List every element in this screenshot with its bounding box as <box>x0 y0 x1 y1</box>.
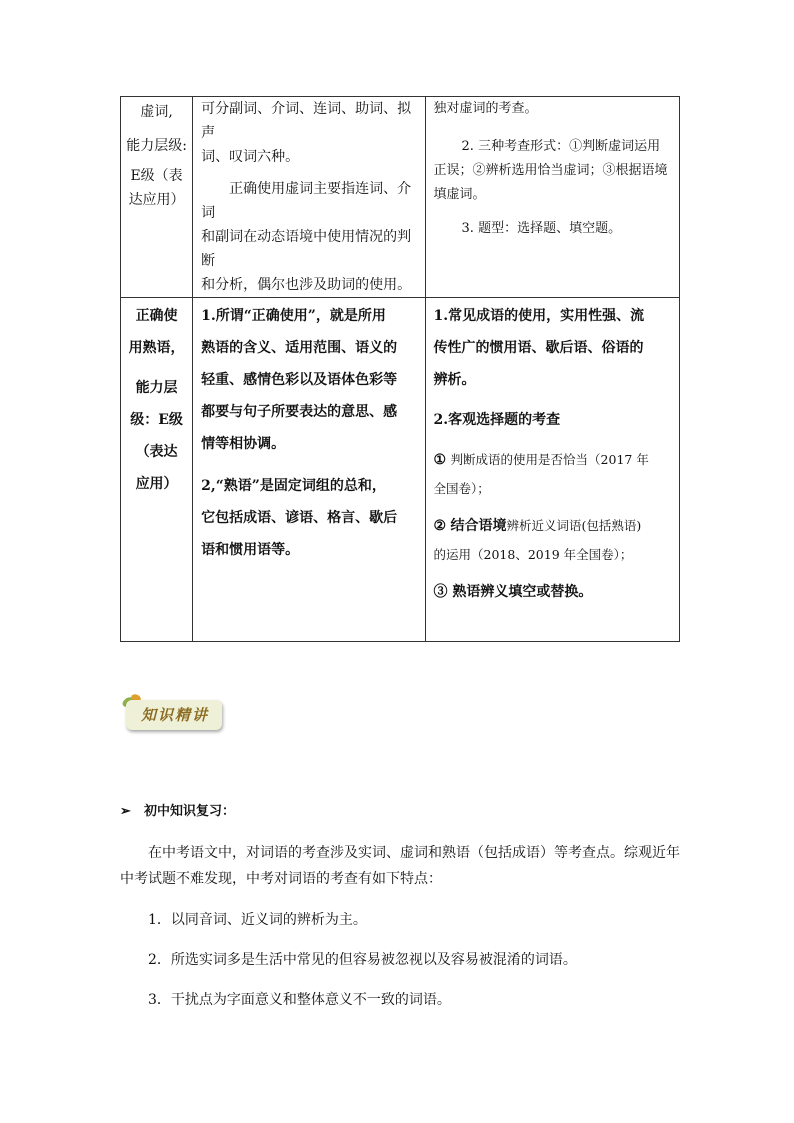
cell-text: 用熟语， <box>128 340 185 356</box>
cell-text: 判断成语的使用是否恰当（2017 年 <box>450 452 649 467</box>
cell-text: 它包括成语、谚语、格言、歇后 <box>201 510 398 526</box>
cell-text: 达应用） <box>128 192 185 208</box>
cell-text: 传性广的惯用语、歇后语、俗语的 <box>433 340 644 356</box>
cell-text: 的运用（2018、2019 年全国卷）； <box>433 547 633 562</box>
knowledge-table <box>120 96 680 642</box>
cell-text: 情等相协调。 <box>201 436 286 452</box>
cell-text: 可分副词、介词、连词、助词、拟声 <box>201 101 412 141</box>
cell-text: 3. 题型：选择题、填空题。 <box>461 221 622 236</box>
cell-text: 虚词, <box>140 104 173 120</box>
cell-text: 语和惯用语等。 <box>201 542 300 558</box>
intro-line: 在中考语文中，对词语的考查涉及实词、虚词和熟语（包括成语）等考查点。综观近年 <box>148 845 680 861</box>
circled-number: ② <box>433 518 447 534</box>
table-cell-content <box>193 298 425 642</box>
cell-text: 轻重、感情色彩以及语体色彩等 <box>201 372 398 388</box>
cell-text: 正确使用虚词主要指连词、介词 <box>201 181 412 221</box>
section-badge <box>120 690 226 736</box>
cell-text: 辨析近义词语(包括熟语) <box>506 518 642 533</box>
cell-text: 填虚词。 <box>433 187 486 202</box>
cell-text: 正确使 <box>135 308 178 324</box>
cell-text: 2,“熟语”是固定词组的总和， <box>201 478 386 494</box>
table-row <box>121 298 680 642</box>
heading-text: 初中知识复习： <box>144 804 236 819</box>
list-item <box>434 576 675 608</box>
cell-text: 都要与句子所要表达的意思、感 <box>201 404 398 420</box>
cell-text: 结合语境 <box>450 518 507 534</box>
cell-text: 和副词在动态语境中使用情况的判断 <box>201 229 412 269</box>
cell-text: 全国卷）； <box>433 481 490 496</box>
cell-text: 和分析，偶尔也涉及助词的使用。 <box>201 277 412 293</box>
section-heading <box>120 800 235 824</box>
cell-text: 能力层级: <box>126 138 187 154</box>
list-item: 1．以同音词、近义词的辨析为主。 <box>148 912 367 928</box>
table-cell-exam <box>425 97 679 298</box>
badge-title: 知识精讲 <box>140 706 209 724</box>
cell-text: （表达 <box>135 444 178 460</box>
arrow-icon: ➢ <box>120 804 131 819</box>
cell-text: 2.客观选择题的考查 <box>433 412 561 428</box>
table-cell-exam <box>425 298 679 642</box>
list-item <box>434 444 675 476</box>
list-item: 2．所选实词多是生活中常见的但容易被忽视以及容易被混淆的词语。 <box>148 952 577 968</box>
table-cell-topic <box>121 97 193 298</box>
circled-number: ① <box>433 452 447 468</box>
cell-text: 1.常见成语的使用，实用性强、流 <box>433 308 645 324</box>
cell-text: 能力层 <box>135 380 178 396</box>
cell-text: 熟语的含义、适用范围、语义的 <box>201 340 398 356</box>
cell-text: 2. 三种考查形式：①判断虚词运用 <box>461 139 661 154</box>
cell-text: 词、叹词六种。 <box>201 149 300 165</box>
intro-line: 中考试题不难发现，中考对词语的考查有如下特点： <box>120 871 442 887</box>
table-cell-content <box>193 97 425 298</box>
cell-text: 应用） <box>135 476 178 492</box>
table-cell-topic <box>121 298 193 642</box>
list-item <box>434 510 675 542</box>
circled-number: ③ <box>433 584 448 600</box>
cell-text: 正误；②辨析选用恰当虚词；③根据语境 <box>433 163 668 178</box>
cell-text: 独对虚词的考查。 <box>433 101 538 116</box>
cell-text: 熟语辨义填空或替换。 <box>452 584 593 600</box>
cell-text: 级：E级 <box>130 412 183 428</box>
cell-text: E级（表 <box>130 168 183 184</box>
cell-text: 1.所谓“正确使用”，就是所用 <box>201 308 386 324</box>
list-item: 3．干扰点为字面意义和整体意义不一致的词语。 <box>148 992 451 1008</box>
table-row <box>121 97 680 298</box>
cell-text: 辨析。 <box>433 372 476 388</box>
